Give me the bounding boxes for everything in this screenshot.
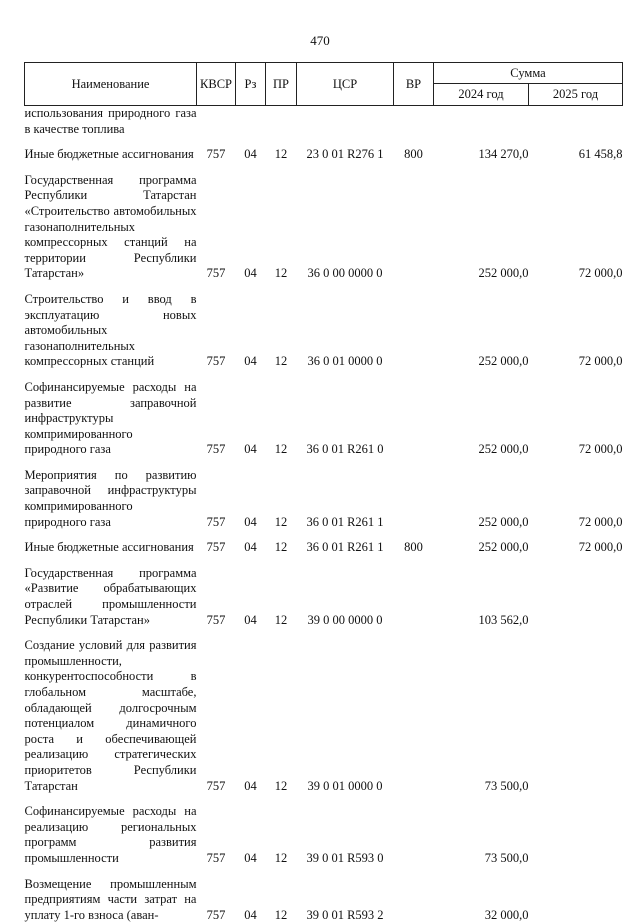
- row-sum-2024: 73 500,0: [434, 794, 529, 866]
- row-csr: 36 0 01 0000 0: [297, 282, 394, 370]
- table-row: [25, 163, 623, 282]
- row-kvsr: 757: [197, 556, 236, 628]
- row-pr: 12: [266, 628, 297, 794]
- row-sum-2025: [529, 794, 623, 866]
- row-vr: 800: [394, 137, 434, 163]
- row-vr: [394, 458, 434, 530]
- row-sum-2024: 103 562,0: [434, 556, 529, 628]
- row-sum-2025: [529, 867, 623, 923]
- row-vr: [394, 794, 434, 866]
- table-body: [25, 106, 623, 923]
- row-sum-2025: 72 000,0: [529, 282, 623, 370]
- row-name: Государственная программа Республики Татарстан «Строительство автомобильных газонаполнительных компрессорных станций на территории Республики Татарстан»: [25, 163, 197, 282]
- header-rz: Рз: [236, 63, 266, 106]
- row-csr: 36 0 01 R261 1: [297, 530, 394, 556]
- row-kvsr: 757: [197, 458, 236, 530]
- table-row: [25, 137, 623, 163]
- row-name: Строительство и ввод в эксплуатацию новых автомобильных газонаполнительных компрессорных станций: [25, 282, 197, 370]
- row-rz: 04: [236, 556, 266, 628]
- row-kvsr: 757: [197, 628, 236, 794]
- row-sum-2024: 252 000,0: [434, 370, 529, 458]
- row-sum-2025: [529, 556, 623, 628]
- row-sum-2025: 72 000,0: [529, 370, 623, 458]
- row-name: Мероприятия по развитию заправочной инфраструктуры компримированного природного газа: [25, 458, 197, 530]
- row-csr: 39 0 01 R593 2: [297, 867, 394, 923]
- row-name: использования природного газа в качестве топлива: [25, 106, 197, 138]
- header-csr: ЦСР: [297, 63, 394, 106]
- table-row: [25, 458, 623, 530]
- row-rz: 04: [236, 794, 266, 866]
- row-sum-2024: 73 500,0: [434, 628, 529, 794]
- row-csr: 36 0 00 0000 0: [297, 163, 394, 282]
- row-name: Софинансируемые расходы на развитие заправочной инфраструктуры компримированного природного газа: [25, 370, 197, 458]
- row-sum-2025: 61 458,8: [529, 137, 623, 163]
- row-name: Создание условий для развития промышленности, конкурентоспособности в глобальном масштабе, обладающей долгосрочным потенциалом динамичного роста и обеспечивающей реализацию стратегических приоритетов Республики Татарстан: [25, 628, 197, 794]
- row-sum-2025: [529, 106, 623, 138]
- row-sum-2024: 252 000,0: [434, 163, 529, 282]
- row-vr: 800: [394, 530, 434, 556]
- row-pr: 12: [266, 458, 297, 530]
- header-pr: ПР: [266, 63, 297, 106]
- row-pr: [266, 106, 297, 138]
- row-vr: [394, 370, 434, 458]
- table-row: [25, 628, 623, 794]
- row-sum-2025: 72 000,0: [529, 458, 623, 530]
- row-sum-2024: 252 000,0: [434, 458, 529, 530]
- row-vr: [394, 106, 434, 138]
- row-pr: 12: [266, 794, 297, 866]
- row-sum-2024: 32 000,0: [434, 867, 529, 923]
- row-name: Иные бюджетные ассигнования: [25, 530, 197, 556]
- row-pr: 12: [266, 370, 297, 458]
- row-kvsr: 757: [197, 370, 236, 458]
- row-vr: [394, 556, 434, 628]
- row-name: Государственная программа «Развитие обрабатывающих отраслей промышленности Республики Татарстан»: [25, 556, 197, 628]
- header-sum: Сумма: [434, 63, 623, 84]
- row-pr: 12: [266, 556, 297, 628]
- row-rz: 04: [236, 458, 266, 530]
- row-name: Иные бюджетные ассигнования: [25, 137, 197, 163]
- row-vr: [394, 163, 434, 282]
- row-sum-2024: 252 000,0: [434, 530, 529, 556]
- row-name: Софинансируемые расходы на реализацию региональных программ развития промышленности: [25, 794, 197, 866]
- table-row: [25, 794, 623, 866]
- row-sum-2024: [434, 106, 529, 138]
- row-rz: 04: [236, 867, 266, 923]
- table-row: [25, 556, 623, 628]
- page-number: 470: [0, 33, 640, 49]
- table-row: [25, 106, 623, 138]
- row-pr: 12: [266, 282, 297, 370]
- header-year-2025: 2025 год: [529, 84, 623, 106]
- table-row: [25, 282, 623, 370]
- row-sum-2025: [529, 628, 623, 794]
- row-sum-2024: 252 000,0: [434, 282, 529, 370]
- table-header: [25, 63, 623, 106]
- header-name: Наименование: [25, 63, 197, 106]
- table-row: [25, 530, 623, 556]
- row-name: Возмещение промышленным предприятиям части затрат на уплату 1-го взноса (аван-: [25, 867, 197, 923]
- row-csr: 39 0 01 0000 0: [297, 628, 394, 794]
- row-rz: 04: [236, 282, 266, 370]
- row-rz: 04: [236, 137, 266, 163]
- row-pr: 12: [266, 530, 297, 556]
- row-kvsr: 757: [197, 137, 236, 163]
- row-rz: 04: [236, 530, 266, 556]
- row-kvsr: [197, 106, 236, 138]
- header-vr: ВР: [394, 63, 434, 106]
- row-kvsr: 757: [197, 282, 236, 370]
- budget-table: [24, 62, 623, 923]
- row-sum-2025: 72 000,0: [529, 163, 623, 282]
- table-row: [25, 867, 623, 923]
- row-vr: [394, 282, 434, 370]
- header-kvsr: КВСР: [197, 63, 236, 106]
- row-rz: 04: [236, 163, 266, 282]
- row-kvsr: 757: [197, 530, 236, 556]
- row-csr: 39 0 00 0000 0: [297, 556, 394, 628]
- row-rz: [236, 106, 266, 138]
- row-kvsr: 757: [197, 163, 236, 282]
- row-csr: 36 0 01 R261 1: [297, 458, 394, 530]
- row-csr: 36 0 01 R261 0: [297, 370, 394, 458]
- row-rz: 04: [236, 370, 266, 458]
- row-pr: 12: [266, 867, 297, 923]
- row-csr: [297, 106, 394, 138]
- row-csr: 39 0 01 R593 0: [297, 794, 394, 866]
- row-kvsr: 757: [197, 794, 236, 866]
- row-rz: 04: [236, 628, 266, 794]
- row-vr: [394, 867, 434, 923]
- row-sum-2025: 72 000,0: [529, 530, 623, 556]
- table-row: [25, 370, 623, 458]
- row-kvsr: 757: [197, 867, 236, 923]
- row-pr: 12: [266, 163, 297, 282]
- row-sum-2024: 134 270,0: [434, 137, 529, 163]
- row-pr: 12: [266, 137, 297, 163]
- header-year-2024: 2024 год: [434, 84, 529, 106]
- row-vr: [394, 628, 434, 794]
- row-csr: 23 0 01 R276 1: [297, 137, 394, 163]
